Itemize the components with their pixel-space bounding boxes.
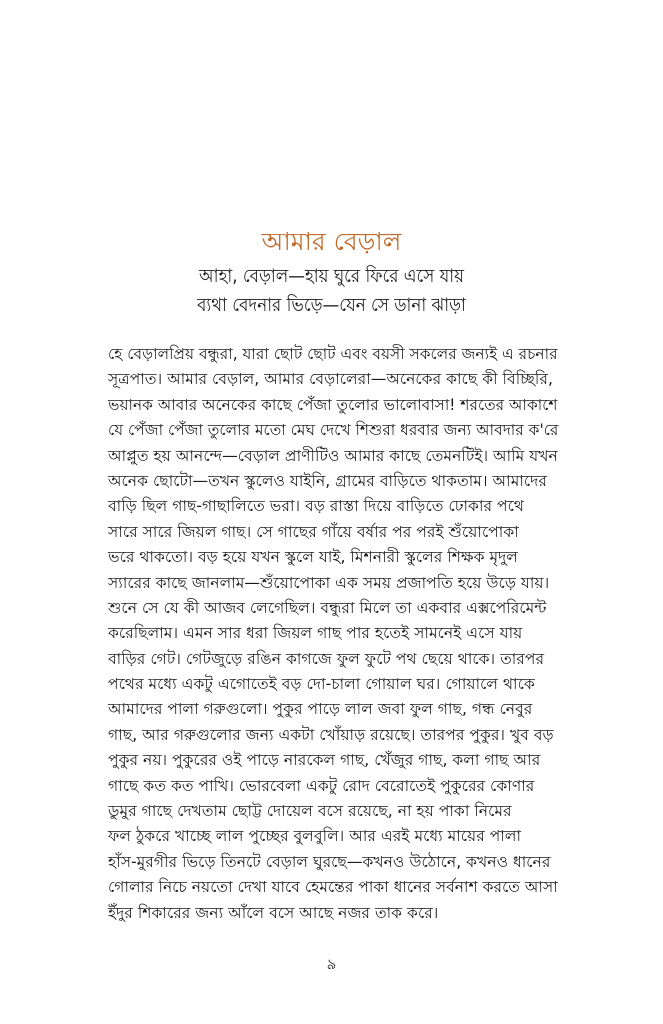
body-line: স্যারের কাছে জানলাম—শুঁয়োপোকা এক সময় প্রজাপতি হয়ে উড়ে যায়।	[108, 573, 550, 592]
epigraph	[0, 262, 663, 320]
body-line: হে বেড়ালপ্রিয় বন্ধুরা, যারা ছোট ছোট এবং বয়সী সকলের জন্যই এ রচনার	[108, 345, 558, 363]
chapter-title: আমার বেড়াল	[261, 227, 402, 256]
page-number: ৯	[326, 955, 337, 973]
body-line: গাছে কত কত পাখি। ভোরবেলা একটু রোদ বেরোতেই পুকুরের কোণার	[108, 776, 535, 795]
body-line: সূত্রপাত। আমার বেড়াল, আমার বেড়ালেরা—অনেকের কাছে কী বিচ্ছিরি,	[108, 370, 553, 389]
body-line: যে পেঁজা পেঁজা তুলোর মতো মেঘ দেখে শিশুরা ধরবার জন্য আবদার ক'রে	[108, 421, 559, 440]
body-line: সারে সারে জিয়ল গাছ। সে গাছের গাঁয়ে বর্ষার পর পরই শুঁয়োপোকা	[108, 522, 519, 541]
epigraph-line: আহা, বেড়াল—হায় ঘুরে ফিরে এসে যায়	[199, 266, 464, 287]
body-line: হাঁস-মুরগীর ভিড়ে তিনটে বেড়াল ঘুরছে—কখনও উঠোনে, কখনও ধানের	[108, 852, 551, 871]
body-paragraph	[108, 342, 558, 926]
body-line: আমাদের পালা গরুগুলো। পুকুর পাড়ে লাল জবা ফুল গাছ, গন্ধ নেবুর	[108, 700, 533, 719]
body-line: করেছিলাম। এমন সার ধরা জিয়ল গাছ পার হতেই সামনেই এসে যায়	[108, 624, 523, 643]
body-line: ফল ঠুকরে খাচ্ছে লাল পুচ্ছের বুলবুলি। আর এরই মধ্যে মায়ের পালা	[108, 827, 522, 846]
body-line: শুনে সে যে কী আজব লেগেছিল। বন্ধুরা মিলে তা একবার এক্সপেরিমেন্ট	[108, 598, 547, 617]
body-line: পুকুর নয়। পুকুরের ওই পাড়ে নারকেল গাছ, খেঁজুর গাছ, কলা গাছ আর	[108, 751, 541, 770]
body-line: ইঁদুর শিকারের জন্য আঁলে বসে আছে নজর তাক করে।	[108, 903, 439, 922]
body-line: ভরে থাকতো। বড় হয়ে যখন স্কুলে যাই, মিশনারী স্কুলের শিক্ষক মৃদুল	[108, 548, 518, 567]
body-line: গোলার নিচে নয়তো দেখা যাবে হেমন্তের পাকা ধানের সর্বনাশ করতে আসা	[108, 878, 558, 897]
body-line: ভয়ানক আবার অনেকের কাছে পেঁজা তুলোর ভালোবাসা! শরতের আকাশে	[108, 395, 558, 414]
epigraph-line: ব্যথা বেদনার ভিড়ে—যেন সে ডানা ঝাড়া	[197, 295, 466, 316]
body-line: পথের মধ্যে একটু এগোতেই বড় দো-চালা গোয়াল ঘর। গোয়ালে থাকে	[108, 675, 535, 694]
body-line: ডুমুর গাছে দেখতাম ছোট্ট দোয়েল বসে রয়েছে, না হয় পাকা নিমের	[108, 802, 512, 821]
body-line: বাড়ির গেট। গেটজুড়ে রঙিন কাগজে ফুল ফুটে পথ ছেয়ে থাকে। তারপর	[108, 649, 545, 668]
body-line: অনেক ছোটো—তখন স্কুলেও যাইনি, গ্রামের বাড়িতে থাকতাম। আমাদের	[108, 471, 547, 490]
body-line: বাড়ি ছিল গাছ-গাছালিতে ভরা। বড় রাস্তা দিয়ে বাড়িতে ঢোকার পথে	[108, 497, 524, 516]
body-line: গাছ, আর গরুগুলোর জন্য একটা খোঁয়াড় রয়েছে। তারপর পুকুর। খুব বড়	[108, 725, 554, 744]
body-line: আপ্লুত হয় আনন্দে—বেড়াল প্রাণীটিও আমার কাছে তেমনটিই। আমি যখন	[108, 446, 558, 465]
